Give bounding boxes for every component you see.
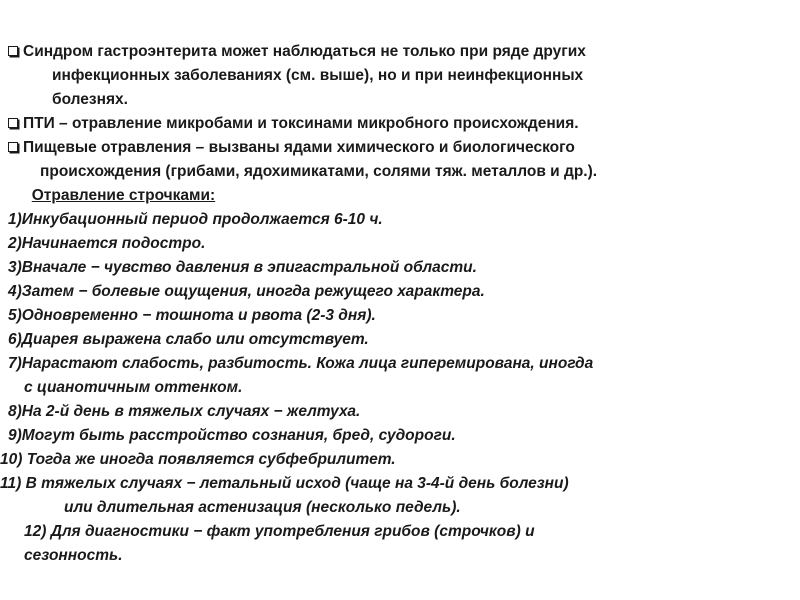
- list-item-5: 5)Одновременно − тошнота и рвота (2-3 дня).: [8, 307, 376, 324]
- list-item-12: 12) Для диагностики − факт употребления грибов (строчков) и: [24, 523, 535, 540]
- list-item-11-cont: или длительная астенизация (несколько педель).: [64, 499, 461, 516]
- list-item-8: 8)На 2-й день в тяжелых случаях − желтуха.: [8, 403, 361, 420]
- list-item-9: 9)Могут быть расстройство сознания, бред, судороги.: [8, 427, 456, 444]
- intro-bullet-1-line-3: болезнях.: [52, 91, 128, 108]
- intro-bullet-3-line-1: Пищевые отравления – вызваны ядами химического и биологического: [8, 138, 575, 158]
- intro-bullet-2-line-1: ПТИ – отравление микробами и токсинами микробного происхождения.: [8, 114, 579, 134]
- list-item-7: 7)Нарастают слабость, разбитость. Кожа лица гиперемирована, иногда: [8, 355, 594, 372]
- list-item-11: 11) В тяжелых случаях − летальный исход (чаще на 3-4-й день болезни): [0, 475, 569, 492]
- intro-bullet-1-line-1: Синдром гастроэнтерита может наблюдаться не только при ряде других: [8, 42, 586, 62]
- intro-bullet-3-line-2: происхождения (грибами, ядохимикатами, солями тяж. металлов и др.).: [40, 163, 598, 180]
- list-item-6: 6)Диарея выражена слабо или отсутствует.: [8, 331, 369, 348]
- list-item-4: 4)Затем − болевые ощущения, иногда режущего характера.: [8, 283, 485, 300]
- checkbox-icon: [8, 142, 18, 152]
- arrow-icon: [22, 186, 30, 206]
- section-heading: Отравление строчками:: [22, 186, 215, 206]
- list-item-2: 2)Начинается подостро.: [8, 235, 206, 252]
- list-item-7-cont: с цианотичным оттенком.: [24, 379, 243, 396]
- checkbox-icon: [8, 118, 18, 128]
- list-item-1: 1)Инкубационный период продолжается 6-10 ч.: [8, 211, 383, 228]
- intro-bullet-1-line-2: инфекционных заболеваниях (см. выше), но и при неинфекционных: [52, 67, 584, 84]
- checkbox-icon: [8, 46, 18, 56]
- list-item-10: 10) Тогда же иногда появляется субфебрилитет.: [0, 451, 396, 468]
- list-item-12-cont: сезонность.: [24, 547, 123, 564]
- list-item-3: 3)Вначале − чувство давления в эпигастральной области.: [8, 259, 477, 276]
